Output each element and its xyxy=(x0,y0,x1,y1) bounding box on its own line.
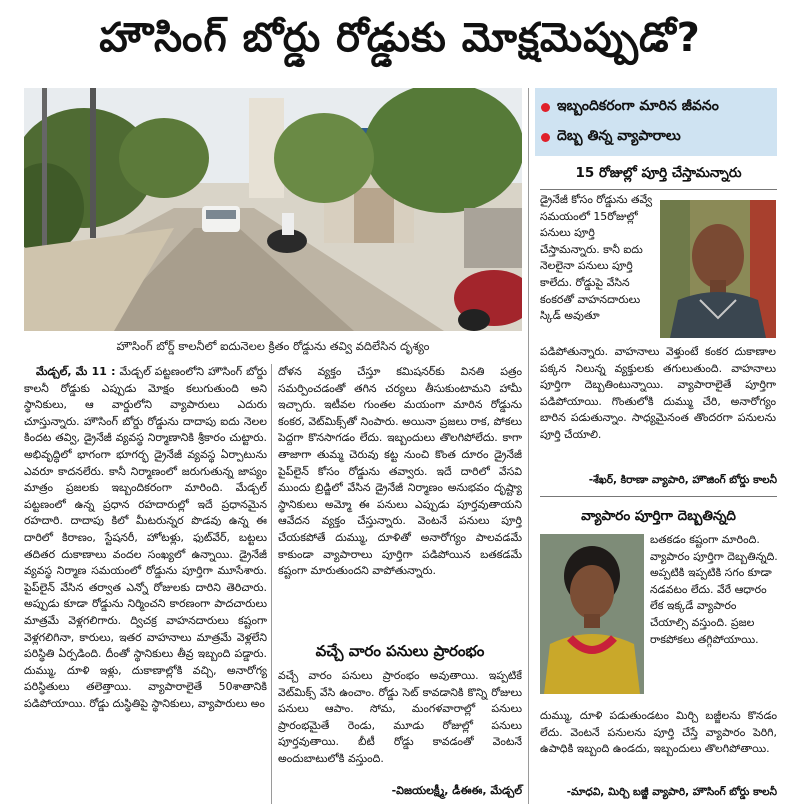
article-column-2 xyxy=(278,364,522,634)
quote1-rule xyxy=(540,189,777,190)
sidebar-divider xyxy=(528,88,529,804)
bullet-icon xyxy=(541,133,550,142)
quote1-text-b: పడిపోతున్నారు. వాహనాలు వెళ్తుంటే కంకర దుకాణాల పక్కన నిలున్న వ్యక్తులకు తగులుతుంది. వాహనాలు పూర్తిగా దెబ్బతింటున్నాయి. వ్యాపారాలైతే పూర్తిగా పడిపోయాయి. గొంతులోకి దుమ్ము చేరి, అనారోగ్యం బారిన పడుతున్నాం. సాధ్యమైనంత తొందరగా పనులను పూర్తి చేయాలి. xyxy=(540,345,776,441)
portrait-shekar xyxy=(660,200,776,338)
highlight-box xyxy=(535,88,777,156)
photo-caption: హౌసింగ్ బోర్డ్ కాలనీలో ఐదునెలల క్రితం రోడ్డును తవ్వి వదిలేసిన దృశ్యం xyxy=(116,339,430,353)
column-divider xyxy=(271,364,272,804)
article-text-1: మేడ్చల్ పట్టణంలోని హౌసింగ్ బోర్డు కాలనీ రోడ్డుకు ఎప్పుడు మోక్షం కలుగుతుంది అని స్థానికులు, ఆ వార్డులోని వ్యాపారులు ఎదురు చూస్తున్నారు. హౌసింగ్ బోర్డు రోడ్డును దాదాపు ఐదు నెలల కిందట తవ్వి, డ్రైనేజీ వ్యవస్థ నిర్మాణానికి శ్రీకారం చుట్టారు. అభివృద్ధిలో భాగంగా భూగర్భ డ్రైనేజీ వ్యవస్థ ఏర్పాటును ఎవరూ కాదనలేరు. కానీ నిర్మాణంలో జరుగుతున్న జాప్యం మాత్రం ప్రజలకు ఇబ్బందికరంగా మారింది. మేడ్చల్ పట్టణంలో ఉన్న ప్రధాన రహదారుల్లో ఇదే ప్రధానమైన రహదారి. దాదాపు కిలో మీటరున్నర పొడవు ఉన్న ఈ దారిలో కిరాణం, స్టేషనరీ, హోటళ్లు, ఫుట్‌వేర్, బట్టలు తదితర దుకాణాలు వందల సంఖ్యలో ఉన్నాయి. డ్రైనేజీ వ్యవస్థ నిర్మాణ సమయంలో రోడ్డును పూర్తిగా మూసేశారు. పైప్‌లైన్ వేసిన తర్వాత ఎన్నో రోజులకు దారిని తెరిచారు. అప్పుడు కూడా రోడ్డును నిర్మించని కారణంగా పాదచారులు మాత్రమే వెళ్లగలిగారు. ద్విచక్ర వాహనదారులు కష్టంగా వెళ్లగలిగినా, కారులు, ఇతర వాహనాలు మాత్రమే వెళ్లలేని పరిస్థితి ఏర్పడింది. దీంతో స్థానికులు తీవ్ర ఇబ్బంది పడ్డారు. దుమ్ము, దూళి ఇళ్లు, దుకాణాల్లోకి వచ్చి, అనారోగ్య పరిస్థితులు తలెత్తాయి. వ్యాపారాలైతే 50శాతానికి పడిపోయాయి. రోడ్డు దుస్థితిపై స్థానికులు, వ్యాపారులు అం xyxy=(24,365,267,710)
quote2-attribution: -మాధవి, మిర్చి బజ్జీ వ్యాపారి, హౌసింగ్ బోర్డు కాలనీ xyxy=(566,786,777,798)
highlight-text: ఇబ్బందికరంగా మారిన జీవనం xyxy=(557,97,719,114)
bullet-icon xyxy=(541,103,550,112)
quote1-text-a: డ్రైనేజీ కోసం రోడ్డును తవ్వే సమయంలో 15రోజుల్లో పనులు పూర్తి చేస్తామన్నారు. కానీ ఐదు నెలలైనా పనులు పూర్తి కాలేదు. రోడ్డుపై వేసిన కంకరతో వాహనదారులు స్కిడ్ అవుతూ xyxy=(540,193,653,323)
quote2-text-a: బతకడం కష్టంగా మారింది. వ్యాపారం పూర్తిగా దెబ్బతిన్నది. అప్పటికి ఇప్పటికి సగం కూడా నడవటం లేదు. వేరే ఆధారం లేక ఇక్కడే వ్యాపారం చేయాల్సి వస్తుంది. ప్రజల రాకపోకలు తగ్గిపోయాయి. xyxy=(650,533,778,646)
headline: హౌసింగ్ బోర్డు రోడ్డుకు మోక్షమెప్పుడో? xyxy=(99,15,701,61)
dateline: మేడ్చల్, మే 11 : xyxy=(36,365,116,378)
section-subhead: వచ్చే వారం పనులు ప్రారంభం xyxy=(315,642,485,660)
article-column-2b xyxy=(278,668,522,786)
highlight-text: దెబ్బ తిన్న వ్యాపారాలు xyxy=(557,127,681,144)
article-text-2: దోళన వ్యక్తం చేస్తూ కమిషనర్‌కు వినతి పత్రం సమర్పించడంతో తగిన చర్యలు తీసుకుంటామని హామీ ఇచ్చారు. ఇటీవల గుంతల మయంగా మారిన రోడ్డును కంకర, వెట్‌మిక్స్‌తో నింపారు. అయినా ప్రజలు రాక, పోకలు పెద్దగా కొనసాగడం లేదు. ఇబ్బందులు తొలగిపోలేదు. కాగా తాజాగా తుమ్మ చెరువు కట్ట నుంచి కొంత దూరం డ్రైనేజీ పైప్‌లైన్ కోసం రోడ్డును తవ్వారు. ఇదే దారిలో వేసవి ముందు బ్రిడ్జిలో వేసిన డ్రైనేజీ నిర్మాణం అనుభవం దృష్ట్యా స్థానికులు అమ్మో ఈ పనులు ఎప్పుడు పూర్తవుతాయని ఆవేదన వ్యక్తం చేస్తున్నారు. వెంటనే పనులు పూర్తి చేయకపోతే దుమ్ము, దూళితో అనారోగ్యం పాలవడమే కాకుండా వ్యాపారాలు పూర్తిగా పడిపోయిన బతకడమే కష్టంగా మారుతుందని వాపోతున్నారు. xyxy=(278,365,522,578)
article-byline: -విజయలక్ష్మీ, డీఈఈ, మేడ్చల్ xyxy=(391,784,522,797)
quote1-title: 15 రోజుల్లో పూర్తి చేస్తామన్నారు xyxy=(575,165,742,181)
highlight-item xyxy=(541,122,771,152)
highlight-item xyxy=(541,92,771,122)
sidebar-rule xyxy=(540,496,777,497)
quote1-attribution: -శేఖర్, కిరాణా వ్యాపారి, హౌజింగ్ బోర్డు కాలనీ xyxy=(588,474,777,486)
portrait-madhavi xyxy=(540,534,644,694)
article-column-1 xyxy=(24,364,267,806)
street-photo xyxy=(24,88,522,331)
quote2-text-b: దుమ్ము, దూళి పడుతుండటం మిర్చి బజ్జీలను కొనడం లేదు. వెంటనే పనులను పూర్తి చేస్తే వ్యాపారం పెరిగి, ఉపాధికి ఇబ్బంది ఉండదు, ఇబ్బందులు తొలగిపోతాయి. xyxy=(540,709,777,756)
article-text-3: వచ్చే వారం పనులు ప్రారంభం అవుతాయి. ఇప్పటికే వెట్‌మిక్స్ వేసి ఉంచాం. రోడ్డు సెట్ కావడానికి కొన్ని రోజులు పనులు ఆపాం. సోమ, మంగళవారాల్లో పనులు ప్రారంభమైతే రెండు, మూడు రోజుల్లో పనులు పూర్తవుతాయి. బీటీ రోడ్డు కావడంతో వెంటనే అందుబాటులోకి వస్తుంది. xyxy=(278,669,522,765)
quote2-title: వ్యాపారం పూర్తిగా దెబ్బతిన్నది xyxy=(581,508,736,524)
